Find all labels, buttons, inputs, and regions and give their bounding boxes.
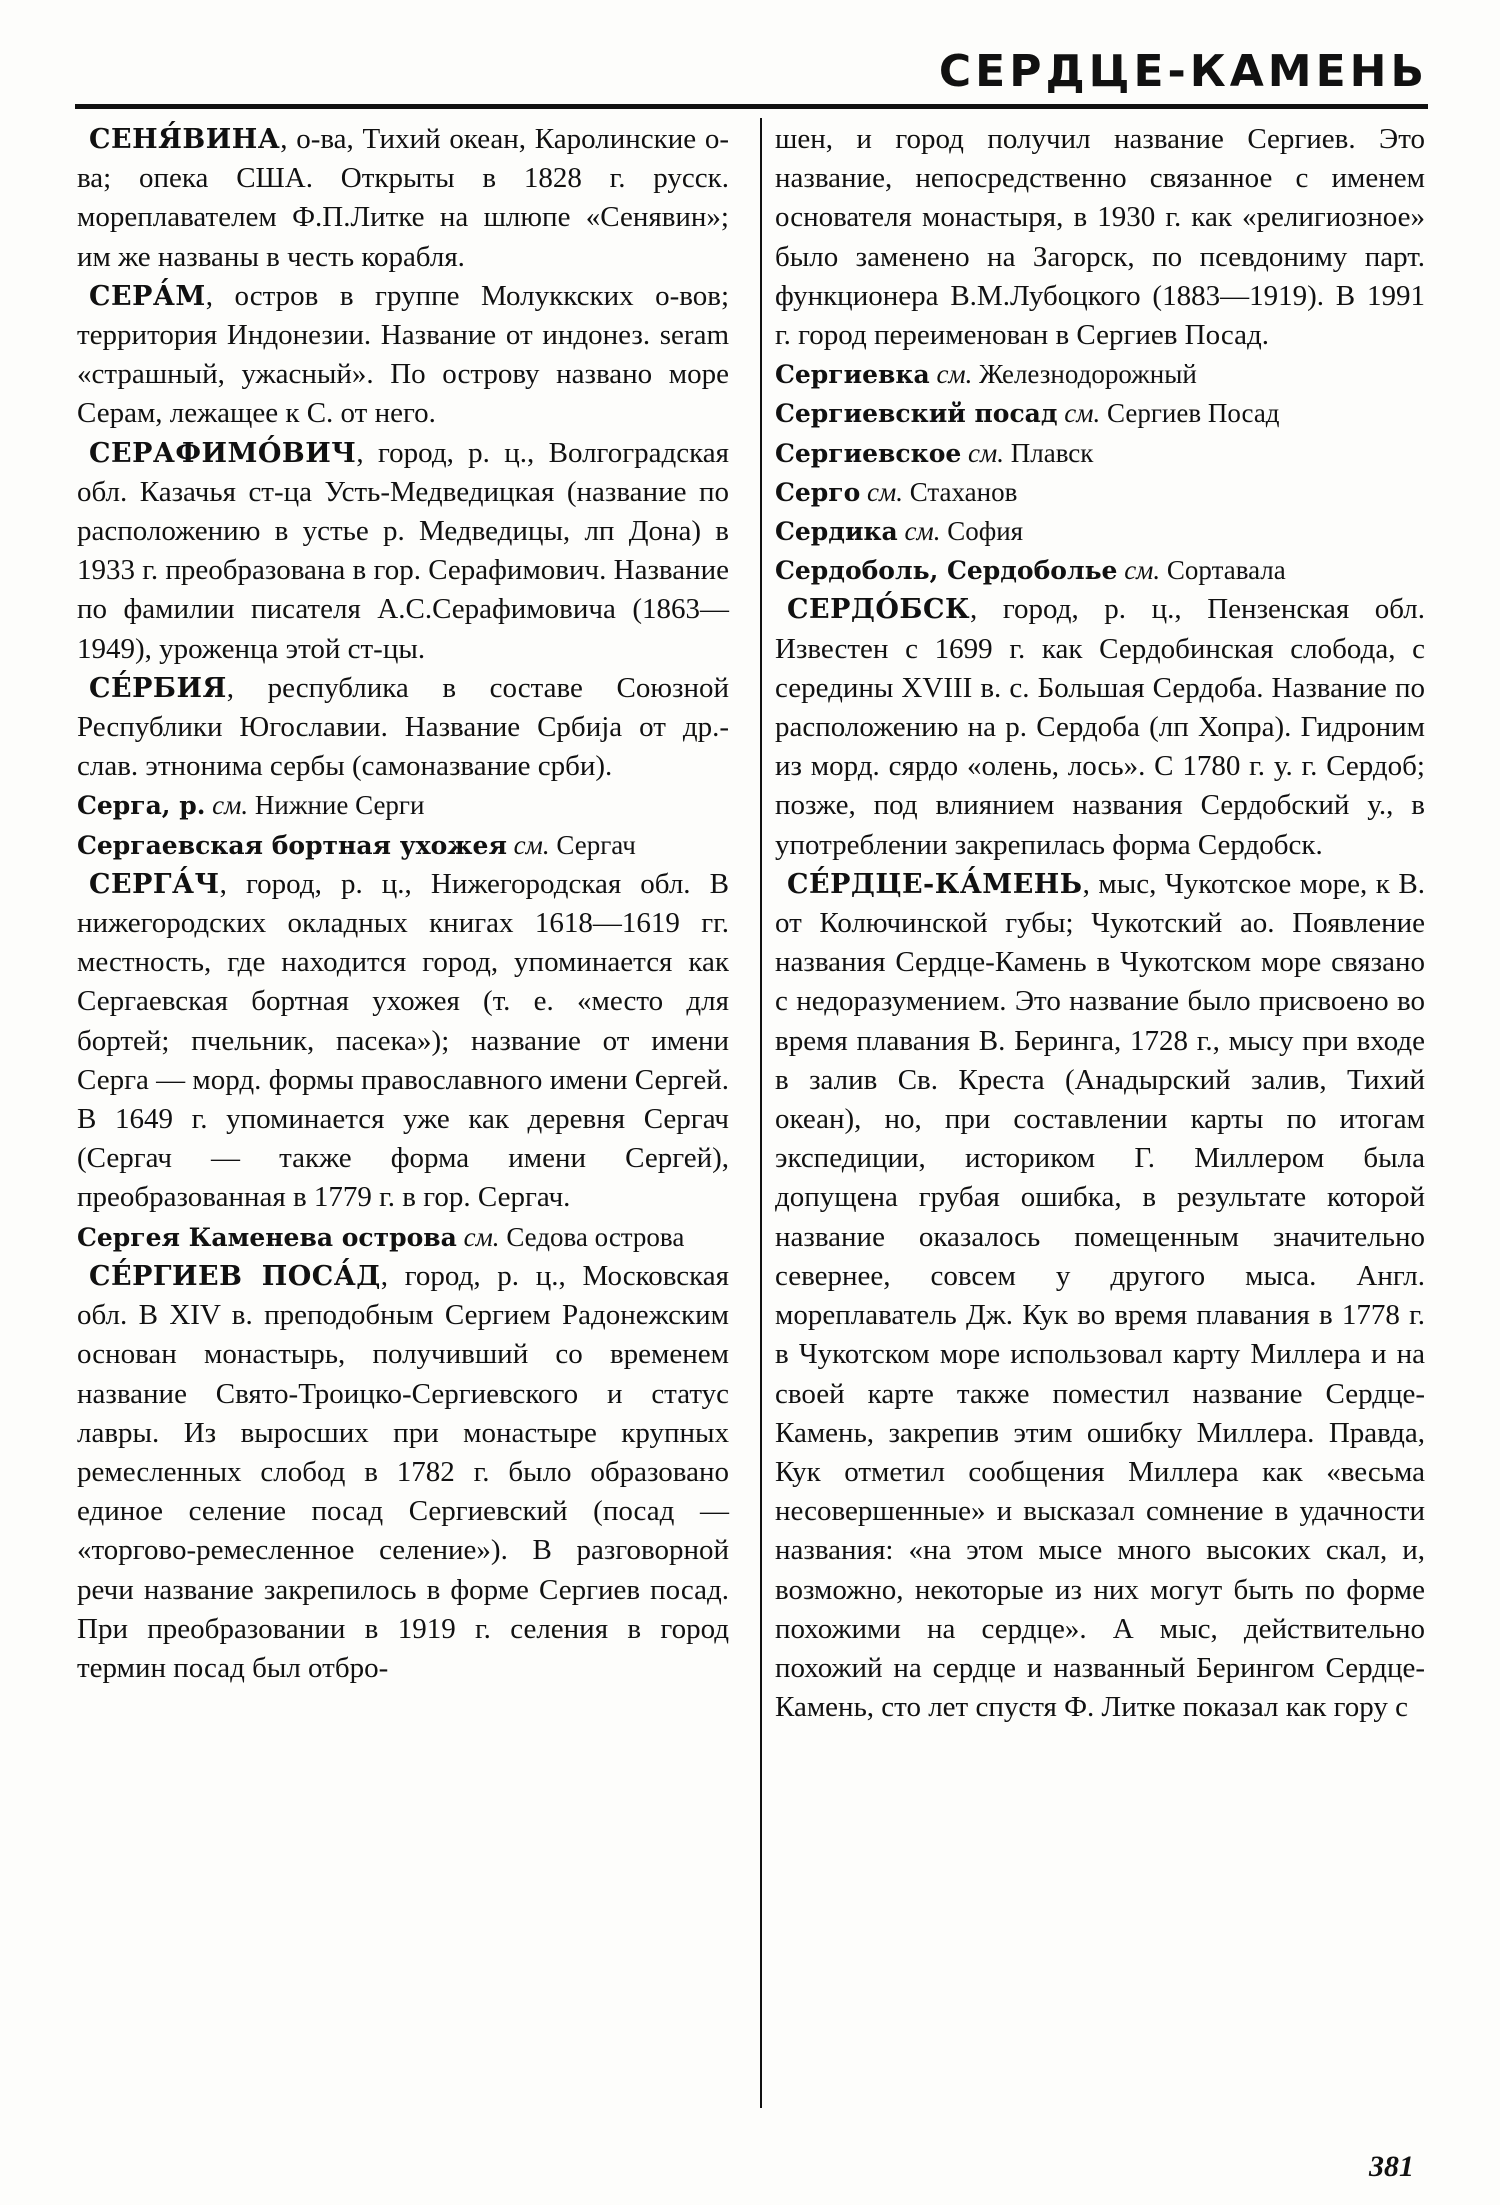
- entry-serafimovich: [77, 434, 729, 669]
- cross-ref-target: Плавск: [1010, 437, 1094, 468]
- cross-ref-headword: Сердика: [775, 517, 898, 547]
- cross-ref-sergaevskaya: [77, 826, 729, 865]
- cross-ref-headword: Сердоболь, Сердоболье: [775, 556, 1118, 586]
- cross-ref-headword: Сергаевская бортная ухожея: [77, 830, 507, 860]
- cross-ref-headword: Сергиевка: [775, 360, 930, 390]
- entry-headword: СЕРГА́Ч: [89, 868, 220, 900]
- entry-headword: СЕ́РБИЯ: [89, 672, 227, 704]
- entry-text: , город, р. ц., Пензенская обл. Известен с 1699 г. как Сердобинская слобода, с середины XVIII в. с. Большая Сердоба. Название по расположению на р. Сердоба (лп Хопра). Гидроним из морд. сярдо «олень, лось». С 1780 г. у. г. Сердоб; позже, под влиянием названия Сердобский у., в употреблении закрепилась форма Сердобск.: [775, 593, 1425, 861]
- entry-text: , остров в группе Молуккских о-вов; территория Индонезии. Название от индонез. seram «страшный, ужасный». По острову названо море Серам, лежащее к С. от него.: [77, 279, 729, 430]
- entry-headword: СЕНЯ́ВИНА: [89, 124, 281, 155]
- see-marker: см.: [1124, 555, 1161, 586]
- cross-ref-target: Сортавала: [1166, 555, 1286, 586]
- entry-serbiya: [77, 669, 729, 787]
- cross-ref-target: Сергач: [556, 829, 636, 860]
- see-marker: см.: [212, 790, 249, 821]
- cross-ref-sergievka: [775, 355, 1425, 394]
- see-marker: см.: [867, 476, 903, 507]
- entry-headword: СЕ́РДЦЕ-КА́МЕНЬ: [787, 868, 1083, 900]
- cross-ref-headword: Сергея Каменева острова: [77, 1222, 457, 1252]
- cross-ref-sergo: [775, 473, 1425, 512]
- entry-headword: СЕРДО́БСК: [787, 594, 971, 626]
- entry-headword: СЕРАФИМО́ВИЧ: [89, 437, 357, 469]
- see-marker: см.: [936, 359, 973, 390]
- cross-ref-serga: [77, 786, 729, 825]
- cross-ref-target: Сергиев Посад: [1107, 398, 1280, 429]
- entry-serdobsk: [775, 590, 1425, 864]
- entry-text: , о-ва, Тихий океан, Каролинские о-ва; опека США. Открыты в 1828 г. русск. мореплавателем Ф.П.Литке на шлюпе «Сенявин»; им же названы в честь корабля.: [77, 123, 729, 273]
- cross-ref-sergievsky-posad: [775, 394, 1425, 433]
- entry-text: , республика в составе Союзной Республики Югославии. Название Србиjа от др.-слав. этнонима сербы (самоназвание срби).: [77, 671, 729, 783]
- cross-ref-target: Нижние Серги: [254, 790, 425, 821]
- entry-serdtse-kamen: [775, 865, 1425, 1727]
- entry-sergiev-posad-continued: шен, и город получил название Сергиев. Это название, непосредственно связанное с именем основателя монастыря, в 1930 г. как «религиозное» было заменено на Загорск, по псевдониму парт. функционера В.М.Лубоцкого (1883—1919). В 1991 г. город переименован в Сергиев Посад.: [775, 123, 1425, 352]
- cross-ref-sergievskoe: [775, 434, 1425, 473]
- entry-seram: [77, 277, 729, 434]
- entry-text: , город, р. ц., Волгоградская обл. Казачья ст-ца Усть-Медведицкая (название по расположению в устье р. Медведицы, лп Дона) в 1933 г. преобразована в гор. Серафимович. Название по фамилии писателя А.С.Серафимовича (1863—1949), уроженца этой ст-цы.: [77, 436, 729, 665]
- cross-ref-kameneva: [77, 1218, 729, 1257]
- see-marker: см.: [968, 437, 1004, 468]
- cross-ref-target: София: [947, 516, 1024, 547]
- cross-ref-target: Седова острова: [506, 1221, 685, 1252]
- page-number: 381: [1369, 2150, 1414, 2183]
- page-title: СЕРДЦЕ-КАМЕНЬ: [938, 46, 1428, 97]
- see-marker: см.: [1064, 398, 1101, 429]
- cross-ref-headword: Серга, р.: [77, 791, 206, 821]
- entry-sergach: [77, 865, 729, 1218]
- entry-headword: СЕ́РГИЕВ ПОСА́Д: [89, 1260, 381, 1292]
- cross-ref-target: Железнодорожный: [979, 359, 1197, 390]
- entry-text: , мыс, Чукотское море, к В. от Колючинской губы; Чукотский ао. Появление названия Сердце-Камень в Чукотском море связано с недоразумением. Это название было присвоено во время плавания В. Беринга, 1728 г., мысу при входе в залив Св. Креста (Анадырский залив, Тихий океан), но, при составлении карты по итогам экспедиции, историком Г. Миллером была допущена грубая ошибка, в результате которой название оказалось помещенным значительно севернее, совсем у другого мыса. Англ. мореплаватель Дж. Кук во время плавания в 1778 г. в Чукотском море использовал карту Миллера и на своей карте также поместил название Сердце-Камень, закрепив этим ошибку Миллера. Правда, Кук отметил сообщения Миллера как «весьма несовершенные» и высказал сомнение в удачности названия: «на этом мысе много высоких скал, и, возможно, некоторые из них могут быть по форме похожими на сердце». А мыс, действительно похожий на сердце и названный Берингом Сердце-Камень, сто лет спустя Ф. Литке показал как гору с: [775, 867, 1425, 1724]
- entry-text: , город, р. ц., Московская обл. В XIV в. преподобным Сергием Радонежским основан монастырь, получивший со временем название Свято-Троицко-Сергиевского и статус лавры. Из выросших при монастыре крупных ремесленных слобод в 1782 г. было образовано единое селение посад Сергиевский (посад — «торгово-ремесленное селение»). В разговорной речи название закрепилось в форме Сергиев посад. При преобразовании в 1919 г. селения в город термин посад был отбро-: [77, 1259, 730, 1684]
- entry-headword: СЕРА́М: [89, 280, 206, 312]
- see-marker: см.: [463, 1221, 500, 1252]
- see-marker: см.: [513, 829, 550, 860]
- header-rule: [75, 104, 1428, 109]
- entry-sergiev-posad: [77, 1257, 729, 1688]
- cross-ref-headword: Сергиевский посад: [775, 399, 1058, 429]
- cross-ref-serdika: [775, 512, 1425, 551]
- cross-ref-target: Стаханов: [909, 476, 1018, 507]
- entry-text: , город, р. ц., Нижегородская обл. В нижегородских окладных книгах 1618—1619 гг. местность, где находится город, упоминается как Сергаевская бортная ухожея (т. е. «место для бортей; пчельник, пасека»); название от имени Серга — морд. формы православного имени Сергей. В 1649 г. упоминается уже как деревня Сергач (Сергач — также форма имени Сергей), преобразованная в 1779 г. в гор. Сергач.: [77, 867, 729, 1214]
- entry-senyavina: [77, 120, 729, 277]
- left-column: [77, 120, 729, 1688]
- cross-ref-serdobol: [775, 551, 1425, 590]
- cross-ref-headword: Серго: [775, 477, 861, 507]
- right-column: [775, 120, 1425, 1727]
- cross-ref-headword: Сергиевское: [775, 438, 962, 468]
- see-marker: см.: [904, 516, 941, 547]
- column-divider: [760, 118, 762, 2108]
